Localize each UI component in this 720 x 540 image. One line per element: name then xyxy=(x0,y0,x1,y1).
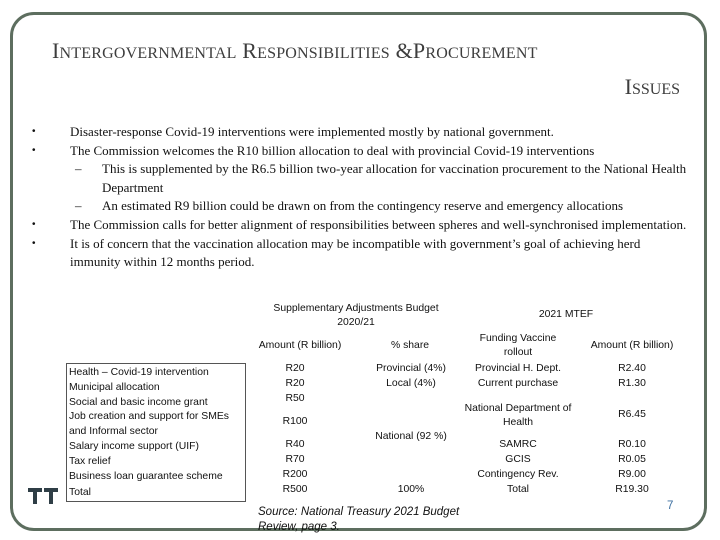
sub-bullet-item: – An estimated R9 billion could be drawn on from the contingency reserve and emergency allocations xyxy=(75,198,624,214)
row-label: Salary income support (UIF) xyxy=(69,441,199,453)
share-cell: Local (4%) xyxy=(386,378,436,389)
amount-cell: R20 xyxy=(285,363,305,374)
col-header-amount: Amount (R billion) xyxy=(258,340,342,351)
share-cell: National (92 %) xyxy=(375,431,447,442)
row-label: Total xyxy=(69,486,91,498)
amount2-cell: R9.00 xyxy=(618,469,646,480)
share-cell: 100% xyxy=(397,484,425,495)
amount-cell: R20 xyxy=(285,378,305,389)
row-labels xyxy=(66,363,246,502)
funding-cell: Current purchase xyxy=(477,378,559,389)
bullet-item: • The Commission welcomes the R10 billion allocation to deal with provincial Covid-19 interventions xyxy=(30,142,690,161)
amount-cell: R100 xyxy=(282,416,308,427)
bullet-item: • The Commission calls for better alignment of responsibilities between spheres and well-synchronised implementation. xyxy=(30,216,690,235)
amount-cell: R70 xyxy=(285,454,305,465)
funding-cell: Provincial H. Dept. xyxy=(474,363,562,374)
amount2-cell: R0.05 xyxy=(618,454,646,465)
col-header-funding: Funding Vaccine rollout xyxy=(479,333,557,358)
amount-cell: R50 xyxy=(285,393,305,404)
col-header-amount2: Amount (R billion) xyxy=(590,340,674,351)
sub-bullet-item: – This is supplemented by the R6.5 billion two-year allocation for vaccination procurement to the National Health Department xyxy=(75,161,687,195)
amount2-cell: R2.40 xyxy=(618,363,646,374)
funding-cell: SAMRC xyxy=(499,439,537,450)
bullet-item: • Disaster-response Covid-19 interventions were implemented mostly by national government. xyxy=(30,123,690,142)
amount2-cell: R19.30 xyxy=(615,484,649,495)
row-label: Health – Covid-19 intervention xyxy=(69,367,209,378)
slide-title-line2: ISSUES xyxy=(624,74,680,99)
funding-cell: National Department of Health xyxy=(464,403,572,428)
source-note: Source: National Treasury 2021 Budget Review, page 3. xyxy=(258,506,460,533)
group-header-budget: Supplementary Adjustments Budget 2020/21 xyxy=(273,303,439,328)
group-header-mtef: 2021 MTEF xyxy=(538,309,594,320)
amount-cell: R40 xyxy=(285,439,305,450)
row-label: Municipal allocation xyxy=(69,382,160,394)
amount-cell: R500 xyxy=(282,484,308,495)
logo-icon xyxy=(26,486,62,506)
row-label: Business loan guarantee scheme xyxy=(69,471,223,483)
amount2-cell: R0.10 xyxy=(618,439,646,450)
row-label: Job creation and support for SMEs and Informal sector xyxy=(69,411,229,437)
amount-cell: R200 xyxy=(282,469,308,480)
page-number: 7 xyxy=(667,500,674,512)
funding-cell: Total xyxy=(507,484,529,495)
col-header-share: % share xyxy=(390,340,430,351)
row-label: Tax relief xyxy=(69,456,111,468)
row-label: Social and basic income grant xyxy=(69,397,208,409)
amount2-cell: R1.30 xyxy=(618,378,646,389)
bullet-list xyxy=(30,123,690,272)
bullet-item: • It is of concern that the vaccination allocation may be incompatible with government’s goal of achieving herd immunity within 12 months period. xyxy=(30,235,690,272)
slide-title: INTERGOVERNMENTAL RESPONSIBILITIES &PROCUREMENT xyxy=(52,38,538,63)
funding-cell: GCIS xyxy=(505,454,531,465)
funding-cell: Contingency Rev. xyxy=(477,469,559,480)
amount2-cell: R6.45 xyxy=(618,409,646,420)
share-cell: Provincial (4%) xyxy=(376,363,446,374)
